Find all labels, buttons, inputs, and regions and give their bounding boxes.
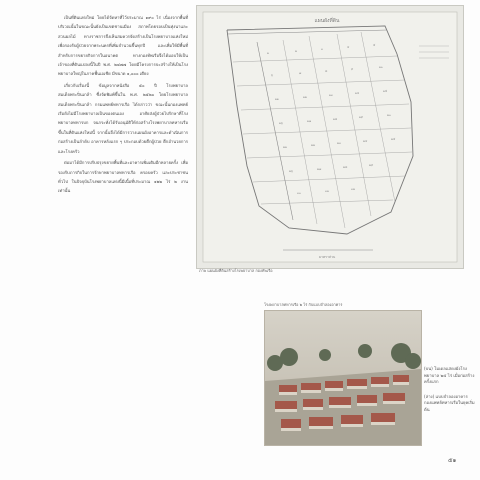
hospital-photo-caption: โรงพยาบาลทหารเรือ ๒ ไร่ กับแบบจำลองอาคาร xyxy=(264,302,343,307)
svg-text:๑๖: ๑๖ xyxy=(279,121,283,125)
svg-text:๑๓: ๑๓ xyxy=(329,93,333,97)
svg-text:๒๐: ๒๐ xyxy=(387,113,391,117)
svg-text:๒๕: ๒๕ xyxy=(391,137,396,141)
site-plan-photo xyxy=(196,5,464,269)
map-caption: ภาพ แผนผังที่ดินสร้างโรงพยาบาล กองทัพเรือ xyxy=(199,268,273,273)
svg-text:๒๑: ๒๑ xyxy=(283,145,287,149)
svg-text:๑: ๑ xyxy=(267,51,269,55)
hospital-model-photo xyxy=(264,310,422,446)
svg-text:๙: ๙ xyxy=(351,67,354,71)
svg-text:๒๔: ๒๔ xyxy=(363,139,368,143)
svg-text:๑๑: ๑๑ xyxy=(275,97,279,101)
side-captions xyxy=(424,366,476,422)
body-paragraph-1: เป็นที่ดินแห่งใหม่ โดยได้จัดหาที่ไว้ประมาณ ๑๙๐ ไร่ เนื่องจากพื้นที่บริเวณนั้นในขณะนั้นยังเป็นเขตชานเมือง สภาพโดยรอบเป็นทุ่งนาและสวนผลไม้ ทางราชการจึงเห็นสมควรจัดสร้างเป็นโรงพยาบาลแห่งใหม่ เพื่อรองรับผู้ป่วยจากพระนครที่เพิ่มจำนวนขึ้นทุกปี และเพื่อให้มีพื้นที่สำหรับการขยายกิจการในอนาคต ทางกองทัพเรือจึงได้มอบให้เป็นเจ้าของที่ดินแปลงนี้ในปี พ.ศ. ๒๔๗๗ โดยมีโครงการจะสร้างให้เป็นโรงพยาบาลใหญ่ในภาคพื้นเอเชีย มีขนาด ๑,๐๐๐ เตียง xyxy=(58,15,188,77)
svg-text:มาตราส่วน: มาตราส่วน xyxy=(318,255,336,259)
svg-text:๑๗: ๑๗ xyxy=(307,119,312,123)
body-text-column xyxy=(58,13,188,198)
svg-text:๑๐: ๑๐ xyxy=(379,65,383,69)
svg-text:๓๑: ๓๑ xyxy=(325,189,329,193)
body-paragraph-3: ต่อมาได้มีการปรับปรุงขยายพื้นที่และอาคารเพิ่มเติมอีกหลายครั้ง เพื่อรองรับภารกิจในการรักษาพยาบาลทหารเรือ ครอบครัว และประชาชนทั่วไป ในปัจจุบันโรงพยาบาลแห่งนี้มีเนื้อที่ประมาณ ๑๒๒ ไร่ ๒ งาน เท่านั้น xyxy=(58,160,188,194)
svg-text:๘: ๘ xyxy=(325,69,328,73)
svg-text:๒๙: ๒๙ xyxy=(369,163,374,167)
svg-text:๒๘: ๒๘ xyxy=(343,165,348,169)
svg-text:๒๗: ๒๗ xyxy=(317,167,322,171)
svg-text:๑๕: ๑๕ xyxy=(383,89,388,93)
svg-text:๓๒: ๓๒ xyxy=(351,187,356,191)
side-caption-top: (บน) โมเดลแสดงผังโรงพยาบาล ๒๕ ไร่ เมื่อก่อสร้างครั้งแรก xyxy=(424,366,475,385)
svg-text:๓: ๓ xyxy=(321,47,324,51)
svg-text:แผนผังที่ดิน: แผนผังที่ดิน xyxy=(314,18,340,24)
svg-text:๖: ๖ xyxy=(271,73,273,77)
svg-text:๑๒: ๑๒ xyxy=(303,95,307,99)
svg-text:๑๙: ๑๙ xyxy=(359,115,364,119)
page-number: ๕๑ xyxy=(448,457,457,464)
svg-text:๑๘: ๑๘ xyxy=(333,117,338,121)
svg-text:๒๓: ๒๓ xyxy=(337,141,342,145)
svg-text:๑๔: ๑๔ xyxy=(355,91,360,95)
svg-text:๕: ๕ xyxy=(373,43,376,47)
svg-text:๓๐: ๓๐ xyxy=(297,191,301,195)
svg-text:๔: ๔ xyxy=(347,45,350,49)
svg-text:๗: ๗ xyxy=(299,71,302,75)
svg-text:๒๒: ๒๒ xyxy=(311,143,315,147)
body-paragraph-2: เกี่ยวกับเรื่องนี้ ข้อมูลจากหนังสือ ๕๐ ปี โรงพยาบาลสมเด็จพระปิ่นเกล้า ซึ่งจัดพิมพ์ขึ้นใน พ.ศ. ๒๕๒๐ โดยโรงพยาบาลสมเด็จพระปิ่นเกล้า กรมแพทย์ทหารเรือ ได้กล่าวว่า ขณะนั้นกองแพทย์เรือยังไม่มีโรงพยาบาลเป็นของตนเอง อาศัยส่งผู้ป่วยไปรักษาที่โรงพยาบาลทหารบก จนกระทั่งได้รับอนุมัติให้ก่อสร้างโรงพยาบาลทหารเรือขึ้นในที่ดินแห่งใหม่นี้ จากนั้นจึงได้มีการวางแผนผังอาคารและดำเนินการก่อสร้างเป็นลำดับ อาคารหลังแรก ๆ ประกอบด้วยตึกผู้ป่วย ตึกอำนวยการ และโรงครัว xyxy=(58,82,188,154)
side-caption-bottom: (ล่าง) แบบจำลองอาคาร กองแพทย์ทหารเรือในยุคเริ่มต้น xyxy=(424,393,475,412)
svg-text:๒๖: ๒๖ xyxy=(289,169,293,173)
svg-text:๒: ๒ xyxy=(295,49,297,53)
